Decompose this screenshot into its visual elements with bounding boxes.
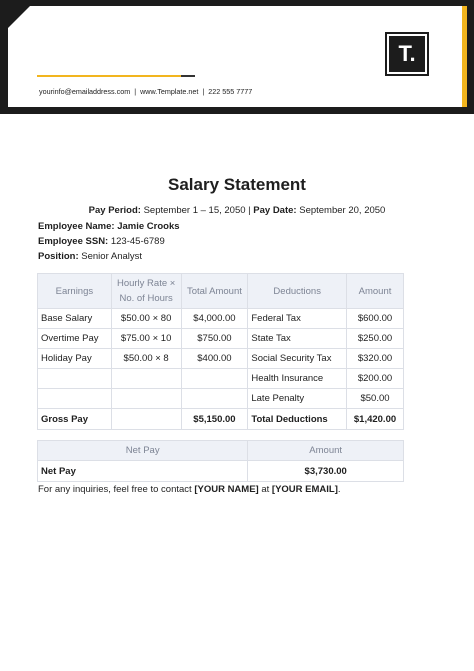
employee-name-line — [38, 221, 180, 232]
earning-rate: $75.00 × 10 — [111, 329, 181, 349]
table-row — [38, 309, 404, 329]
earning-total — [181, 369, 248, 389]
header-deductions: Deductions — [248, 274, 347, 309]
document-title: Salary Statement — [168, 175, 306, 194]
deduction-name: Federal Tax — [248, 309, 347, 329]
position-label: Position: — [38, 251, 79, 262]
table-row — [38, 349, 404, 369]
deduction-name: Late Penalty — [248, 389, 347, 409]
employee-ssn-value: 123-45-6789 — [110, 236, 165, 247]
table-row — [38, 329, 404, 349]
deduction-name: State Tax — [248, 329, 347, 349]
earning-name: Base Salary — [38, 309, 112, 329]
earning-name — [38, 369, 112, 389]
earning-name: Holiday Pay — [38, 349, 112, 369]
net-header-row — [38, 441, 404, 461]
employee-ssn-label: Employee SSN: — [38, 236, 109, 247]
deduction-amount: $200.00 — [347, 369, 404, 389]
inquiry-note — [38, 484, 341, 495]
earning-rate: $50.00 × 8 — [111, 349, 181, 369]
deduction-amount: $50.00 — [347, 389, 404, 409]
deduction-amount: $320.00 — [347, 349, 404, 369]
net-pay-value: $3,730.00 — [248, 461, 404, 482]
pay-date-label: Pay Date: — [253, 205, 297, 216]
inquiry-text: For any inquiries, feel free to contact — [38, 484, 195, 495]
pay-period-line — [0, 205, 474, 216]
position-value: Senior Analyst — [81, 251, 143, 262]
inquiry-text: at — [258, 484, 272, 495]
earning-total — [181, 389, 248, 409]
pay-period-value: September 1 – 15, 2050 — [143, 205, 246, 216]
logo-text: T. — [398, 41, 416, 66]
total-deductions-label: Total Deductions — [248, 409, 347, 430]
deduction-name: Health Insurance — [248, 369, 347, 389]
deduction-amount: $250.00 — [347, 329, 404, 349]
contact-separator: | — [134, 87, 137, 96]
pay-period-label: Pay Period: — [88, 205, 141, 216]
earning-total: $4,000.00 — [181, 309, 248, 329]
accent-line — [37, 75, 195, 77]
position-line — [38, 251, 142, 262]
earnings-deductions-table — [37, 273, 404, 430]
employee-name-value: Jamie Crooks — [117, 221, 180, 232]
total-deductions-value: $1,420.00 — [347, 409, 404, 430]
earning-rate: $50.00 × 80 — [111, 309, 181, 329]
net-pay-label: Net Pay — [38, 461, 248, 482]
company-logo — [385, 32, 429, 76]
header-net-amount: Amount — [248, 441, 404, 461]
totals-row — [38, 409, 404, 430]
employee-ssn-line — [38, 236, 165, 247]
header-hourly-rate: Hourly Rate × No. of Hours — [111, 274, 181, 309]
accent-strip — [462, 6, 467, 107]
gross-pay-value: $5,150.00 — [181, 409, 248, 430]
contact-website[interactable]: www.Template.net — [140, 87, 199, 96]
pay-date-separator: | — [248, 205, 251, 216]
header-net-pay: Net Pay — [38, 441, 248, 461]
earning-total: $400.00 — [181, 349, 248, 369]
table-row — [38, 389, 404, 409]
gross-pay-label: Gross Pay — [38, 409, 112, 430]
net-pay-table — [37, 440, 404, 482]
header-amount: Amount — [347, 274, 404, 309]
contact-email[interactable]: yourinfo@emailaddress.com — [39, 87, 131, 96]
table-row — [38, 369, 404, 389]
earning-total: $750.00 — [181, 329, 248, 349]
net-pay-row — [38, 461, 404, 482]
deduction-amount: $600.00 — [347, 309, 404, 329]
contact-line — [39, 87, 252, 96]
contact-name-placeholder: [YOUR NAME] — [194, 484, 259, 495]
deduction-name: Social Security Tax — [248, 349, 347, 369]
contact-email-placeholder: [YOUR EMAIL] — [271, 484, 338, 495]
header-earnings: Earnings — [38, 274, 112, 309]
earning-rate — [111, 389, 181, 409]
earning-name — [38, 389, 112, 409]
totals-empty-cell — [111, 409, 181, 430]
earning-name: Overtime Pay — [38, 329, 112, 349]
pay-date-value: September 20, 2050 — [299, 205, 386, 216]
earning-rate — [111, 369, 181, 389]
contact-phone: 222 555 7777 — [208, 87, 253, 96]
header-total-amount: Total Amount — [181, 274, 248, 309]
inquiry-text: . — [337, 484, 341, 495]
contact-separator: | — [202, 87, 205, 96]
table-header-row — [38, 274, 404, 309]
employee-name-label: Employee Name: — [38, 221, 115, 232]
